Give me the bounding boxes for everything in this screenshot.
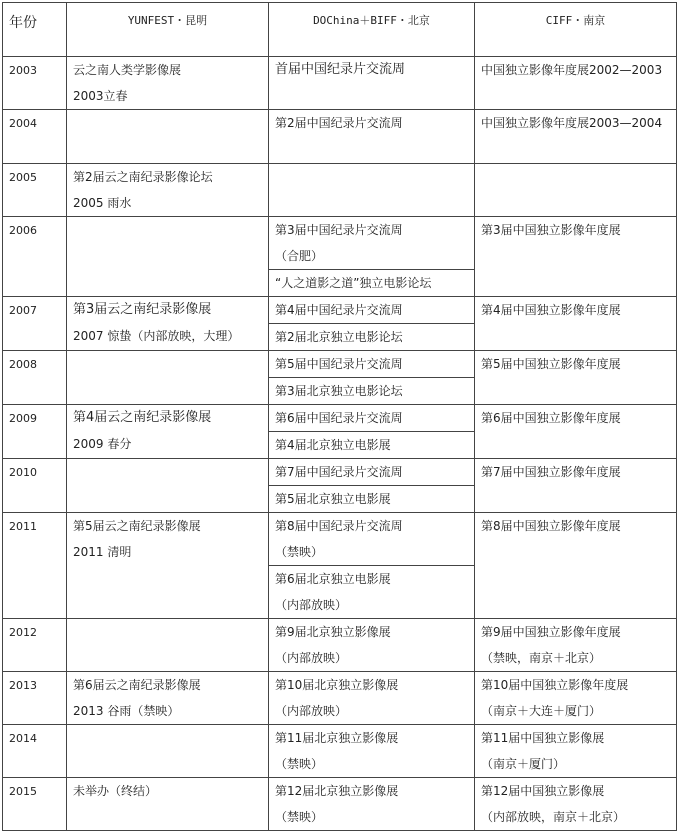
cell-line: 第11届中国独立影像展 [481,731,605,745]
dochina-cell [269,164,475,217]
cell-line: 第10届中国独立影像年度展 [481,678,629,692]
cell-line: 第7届中国独立影像年度展 [481,465,621,479]
cell-line: 第3届云之南纪录影像展 [73,302,212,317]
dochina-cell [269,459,475,486]
yunfest-cell [67,351,269,405]
table-row [3,110,677,164]
cell-line: “人之道影之道”独立电影论坛 [275,276,432,290]
cell-line: 第5届中国纪录片交流周 [275,357,403,371]
ciff-cell [475,110,677,164]
header-yunfest: YUNFEST・昆明 [67,3,269,57]
yunfest-cell [67,164,269,217]
dochina-cell [269,270,475,297]
cell-line: 第8届中国纪录片交流周 [275,519,403,533]
yunfest-cell [67,297,269,351]
header-dochina: DOChina＋BIFF・北京 [269,3,475,57]
cell-line: 第12届北京独立影像展 [275,784,399,798]
header-year: 年份 [3,3,67,57]
cell-line: （内部放映） [275,651,348,665]
cell-line: 第6届云之南纪录影像展 [73,678,201,692]
table-row [3,459,677,486]
table-row [3,297,677,324]
yunfest-cell [67,405,269,459]
year-cell: 2013 [3,672,67,725]
dochina-cell [269,432,475,459]
dochina-cell [269,672,475,725]
ciff-cell [475,297,677,351]
cell-line: （禁映） [275,757,324,771]
cell-line: （南京＋厦门） [481,757,566,771]
dochina-cell [269,297,475,324]
header-row [3,3,677,57]
cell-line: （合肥） [275,249,324,263]
dochina-cell [269,619,475,672]
cell-line: 第9届中国独立影像年度展 [481,625,621,639]
dochina-cell [269,351,475,378]
dochina-cell [269,217,475,270]
cell-line: 2005 雨水 [73,196,132,210]
table-row [3,778,677,831]
cell-line: 2013 谷雨（禁映） [73,704,180,718]
year-cell: 2010 [3,459,67,513]
festival-timeline-table [2,2,677,831]
cell-line: 第3届中国独立影像年度展 [481,223,621,237]
table-row [3,672,677,725]
yunfest-cell [67,672,269,725]
ciff-cell [475,672,677,725]
year-cell: 2014 [3,725,67,778]
yunfest-cell [67,778,269,831]
cell-line: 第6届中国纪录片交流周 [275,411,403,425]
ciff-cell [475,725,677,778]
cell-line: （禁映） [275,810,324,824]
year-cell: 2003 [3,57,67,110]
dochina-cell [269,513,475,566]
table-row [3,405,677,432]
cell-line: 第6届北京独立电影展 [275,572,391,586]
ciff-cell [475,351,677,405]
cell-line: 第3届北京独立电影论坛 [275,384,403,398]
table-row [3,351,677,378]
cell-line: 第5届云之南纪录影像展 [73,519,201,533]
yunfest-cell [67,619,269,672]
table-row [3,164,677,217]
dochina-cell [269,324,475,351]
cell-line: 第4届中国纪录片交流周 [275,303,403,317]
year-cell: 2015 [3,778,67,831]
dochina-cell [269,778,475,831]
table-row [3,217,677,270]
cell-line: （禁映） [275,545,324,559]
ciff-cell [475,164,677,217]
year-cell: 2011 [3,513,67,619]
yunfest-cell [67,513,269,619]
table-row [3,513,677,566]
cell-line: （禁映，南京＋北京） [481,651,602,665]
cell-line: 第5届中国独立影像年度展 [481,357,621,371]
year-cell: 2008 [3,351,67,405]
ciff-cell [475,513,677,619]
ciff-cell [475,217,677,297]
cell-line: 2011 清明 [73,545,132,559]
table-row [3,57,677,110]
year-cell: 2005 [3,164,67,217]
dochina-cell [269,57,475,110]
cell-line: 第10届北京独立影像展 [275,678,399,692]
yunfest-cell [67,217,269,297]
cell-line: （内部放映，南京＋北京） [481,810,626,824]
year-cell: 2009 [3,405,67,459]
yunfest-cell [67,459,269,513]
dochina-cell [269,405,475,432]
ciff-cell [475,459,677,513]
cell-line: 第2届云之南纪录影像论坛 [73,170,213,184]
dochina-cell [269,486,475,513]
cell-line: 第7届中国纪录片交流周 [275,465,403,479]
cell-line: 中国独立影像年度展2002—2003 [481,63,663,77]
header-ciff: CIFF・南京 [475,3,677,57]
year-cell: 2004 [3,110,67,164]
cell-line: 第8届中国独立影像年度展 [481,519,621,533]
cell-line: 第9届北京独立影像展 [275,625,391,639]
cell-line: 第4届北京独立电影展 [275,438,391,452]
cell-line: 第12届中国独立影像展 [481,784,605,798]
yunfest-cell [67,57,269,110]
cell-line: 第3届中国纪录片交流周 [275,223,403,237]
cell-line: 中国独立影像年度展2003—2004 [481,116,663,130]
ciff-cell [475,778,677,831]
cell-line: 首届中国纪录片交流周 [275,62,406,77]
cell-line: 第4届中国独立影像年度展 [481,303,621,317]
dochina-cell [269,110,475,164]
cell-line: （南京＋大连＋厦门） [481,704,602,718]
table-row [3,725,677,778]
table-row [3,619,677,672]
cell-line: 未举办（终结） [73,784,158,798]
ciff-cell [475,619,677,672]
cell-line: 第11届北京独立影像展 [275,731,399,745]
year-cell: 2012 [3,619,67,672]
cell-line: 2007 惊蛰（内部放映，大理） [73,329,240,343]
yunfest-cell [67,725,269,778]
cell-line: 第2届北京独立电影论坛 [275,330,403,344]
year-cell: 2007 [3,297,67,351]
cell-line: 第4届云之南纪录影像展 [73,410,212,425]
dochina-cell [269,725,475,778]
cell-line: （内部放映） [275,704,348,718]
ciff-cell [475,405,677,459]
year-cell: 2006 [3,217,67,297]
cell-line: 2009 春分 [73,437,132,451]
ciff-cell [475,57,677,110]
cell-line: 云之南人类学影像展 [73,63,182,77]
cell-line: 第2届中国纪录片交流周 [275,116,403,130]
dochina-cell [269,378,475,405]
cell-line: 第6届中国独立影像年度展 [481,411,621,425]
cell-line: 2003立春 [73,89,128,103]
cell-line: （内部放映） [275,598,348,612]
cell-line: 第5届北京独立电影展 [275,492,391,506]
dochina-cell [269,566,475,619]
yunfest-cell [67,110,269,164]
